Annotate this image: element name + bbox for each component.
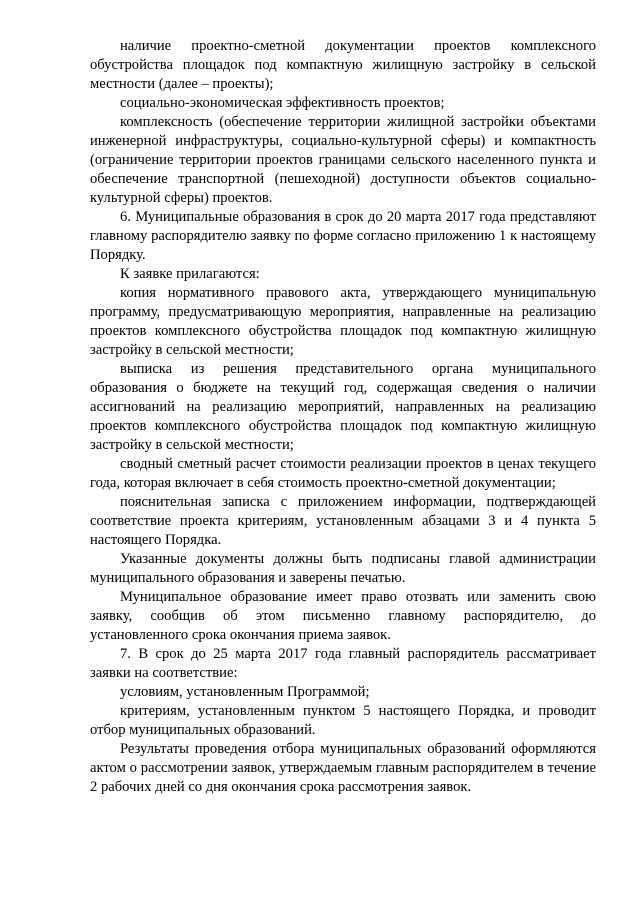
paragraph-selection-criteria: критериям, установленным пунктом 5 настоящего Порядка, и проводит отбор муниципальных образований. [90, 703, 596, 738]
paragraph-attachments-heading: К заявке прилагаются: [120, 266, 260, 282]
paragraph-budget-extract: выписка из решения представительного органа муниципального образования о бюджете на текущий год, содержащая сведения о наличии ассигнований на реализацию мероприятий, направленных на реализацию проектов комплексного обустройства площадок под компактную жилищную застройку в сельской местности; [90, 361, 596, 453]
paragraph-legal-act-copy: копия нормативного правового акта, утверждающего муниципальную программу, предусматривающую мероприятия, направленные на реализацию проектов комплексного обустройства площадок под компактную жилищную застройку в сельской местности; [90, 285, 596, 358]
paragraph-item-6: 6. Муниципальные образования в срок до 20 марта 2017 года представляют главному распорядителю заявку по форме согласно приложению 1 к настоящему Порядку. [90, 209, 596, 263]
paragraph-signature-requirement: Указанные документы должны быть подписаны главой администрации муниципального образования и заверены печатью. [90, 551, 596, 586]
document-page [90, 37, 596, 797]
paragraph-socio-economic-efficiency: социально-экономическая эффективность проектов; [120, 95, 445, 111]
paragraph-explanatory-note: пояснительная записка с приложением информации, подтверждающей соответствие проекта критериям, установленным абзацами 3 и 4 пункта 5 настоящего Порядка. [90, 494, 596, 548]
paragraph-selection-results: Результаты проведения отбора муниципальных образований оформляются актом о рассмотрении заявок, утверждаемым главным распорядителем в течение 2 рабочих дней со дня окончания срока рассмотрения заявок. [90, 741, 596, 795]
paragraph-project-documentation: наличие проектно-сметной документации проектов комплексного обустройства площадок под компактную жилищную застройку в сельской местности (далее – проекты); [90, 38, 596, 92]
paragraph-withdrawal-right: Муниципальное образование имеет право отозвать или заменить свою заявку, сообщив об этом письменно главному распорядителю, до установленного срока окончания приема заявок. [90, 589, 596, 643]
paragraph-complexity-compactness: комплексность (обеспечение территории жилищной застройки объектами инженерной инфраструктуры, социально-культурной сферы) и компактность (ограничение территории проектов границами сельского населенного пункта и обеспечение транспортной (пешеходной) доступности объектов социально-культурной сферы) проектов. [90, 114, 596, 206]
paragraph-item-7: 7. В срок до 25 марта 2017 года главный распорядитель рассматривает заявки на соответствие: [90, 646, 596, 681]
paragraph-cost-estimate: сводный сметный расчет стоимости реализации проектов в ценах текущего года, которая включает в себя стоимость проектно-сметной документации; [90, 456, 596, 491]
paragraph-program-conditions: условиям, установленным Программой; [120, 684, 370, 700]
